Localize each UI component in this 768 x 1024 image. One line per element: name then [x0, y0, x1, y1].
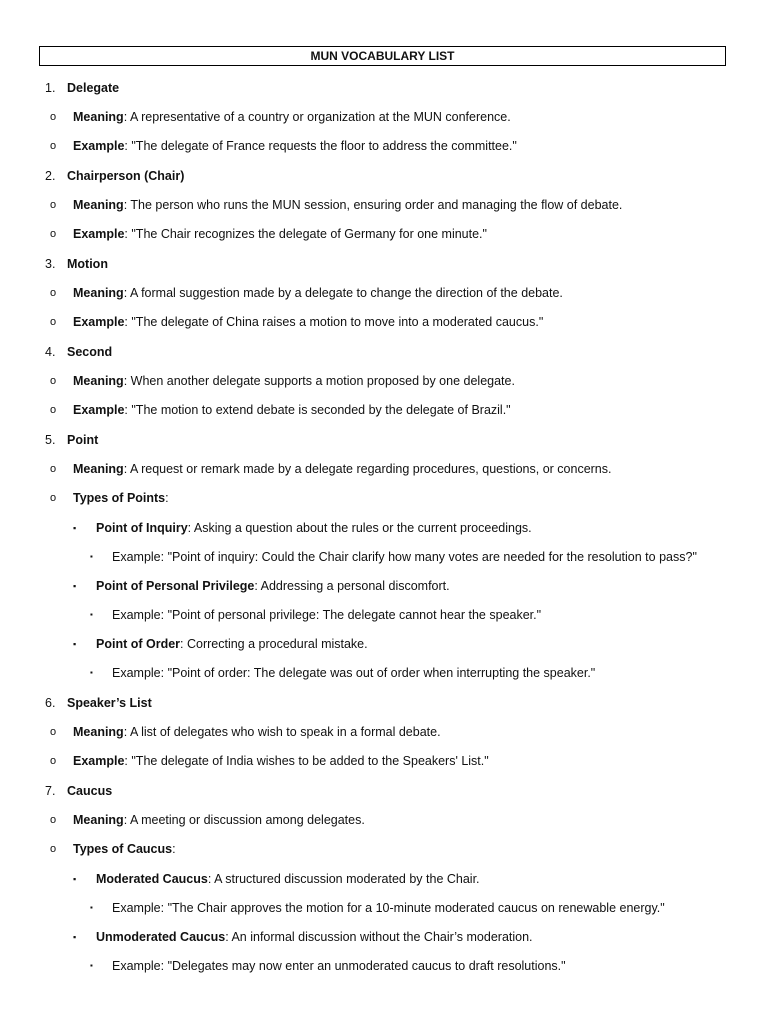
circle-bullet-icon: o: [50, 404, 57, 416]
meaning-label: Meaning: [73, 110, 124, 124]
example-text: : "The Chair recognizes the delegate of Germany for one minute.": [124, 227, 487, 241]
square-bullet-icon: ▪: [73, 639, 77, 649]
term-name: Chairperson (Chair): [67, 169, 185, 183]
type-example-text: Example: "Point of order: The delegate was out of order when interrupting the speaker.": [112, 666, 596, 680]
circle-bullet-icon: o: [50, 492, 57, 504]
type-name: Unmoderated Caucus: [96, 930, 226, 944]
meaning-label: Meaning: [73, 725, 124, 739]
type-name: Point of Personal Privilege: [96, 579, 255, 593]
type-description: : An informal discussion without the Chair’s moderation.: [225, 930, 533, 944]
term-number: 4.: [45, 345, 56, 359]
types-suffix: :: [172, 842, 176, 856]
meaning-label: Meaning: [73, 286, 124, 300]
meaning-text: : A representative of a country or organization at the MUN conference.: [123, 110, 511, 124]
example-text: : "The delegate of France requests the floor to address the committee.": [124, 139, 517, 153]
meaning-text: : A request or remark made by a delegate regarding procedures, questions, or concerns.: [123, 462, 612, 476]
circle-bullet-icon: o: [50, 843, 57, 855]
term-name: Point: [67, 433, 99, 447]
circle-bullet-icon: o: [50, 199, 57, 211]
term-name: Speaker’s List: [67, 696, 152, 710]
term-number: 5.: [45, 433, 56, 447]
type-description: : Asking a question about the rules or the current proceedings.: [187, 521, 532, 535]
term-number: 6.: [45, 696, 56, 710]
meaning-label: Meaning: [73, 813, 124, 827]
circle-bullet-icon: o: [50, 726, 57, 738]
square-bullet-icon: ▪: [90, 668, 93, 677]
meaning-text: : A meeting or discussion among delegates.: [123, 813, 365, 827]
square-bullet-icon: ▪: [90, 903, 93, 912]
type-name: Point of Inquiry: [96, 521, 188, 535]
example-label: Example: [73, 139, 125, 153]
meaning-text: : The person who runs the MUN session, ensuring order and managing the flow of debate.: [123, 198, 623, 212]
type-name: Moderated Caucus: [96, 872, 208, 886]
meaning-label: Meaning: [73, 198, 124, 212]
term-number: 1.: [45, 81, 56, 95]
type-example-text: Example: "Point of personal privilege: The delegate cannot hear the speaker.": [112, 608, 542, 622]
type-example-text: Example: "Delegates may now enter an unmoderated caucus to draft resolutions.": [112, 959, 566, 973]
circle-bullet-icon: o: [50, 463, 57, 475]
type-name: Point of Order: [96, 637, 181, 651]
circle-bullet-icon: o: [50, 287, 57, 299]
square-bullet-icon: ▪: [90, 961, 93, 970]
type-description: : A structured discussion moderated by the Chair.: [207, 872, 480, 886]
meaning-label: Meaning: [73, 374, 124, 388]
example-label: Example: [73, 403, 125, 417]
example-text: : "The delegate of India wishes to be added to the Speakers' List.": [124, 754, 489, 768]
example-label: Example: [73, 315, 125, 329]
type-example-text: Example: "The Chair approves the motion for a 10-minute moderated caucus on renewable energy.": [112, 901, 665, 915]
meaning-label: Meaning: [73, 462, 124, 476]
type-description: : Addressing a personal discomfort.: [254, 579, 450, 593]
circle-bullet-icon: o: [50, 140, 57, 152]
square-bullet-icon: ▪: [73, 523, 77, 533]
circle-bullet-icon: o: [50, 111, 57, 123]
types-suffix: :: [165, 491, 169, 505]
meaning-text: : When another delegate supports a motion proposed by one delegate.: [123, 374, 515, 388]
term-name: Caucus: [67, 784, 113, 798]
square-bullet-icon: ▪: [73, 581, 77, 591]
document-title: MUN VOCABULARY LIST: [39, 46, 726, 66]
type-example-text: Example: "Point of inquiry: Could the Chair clarify how many votes are needed for the resolution to pass?": [112, 550, 697, 564]
circle-bullet-icon: o: [50, 228, 57, 240]
example-label: Example: [73, 227, 125, 241]
term-name: Motion: [67, 257, 108, 271]
term-name: Second: [67, 345, 113, 359]
meaning-text: : A formal suggestion made by a delegate to change the direction of the debate.: [123, 286, 563, 300]
types-label: Types of Points: [73, 491, 166, 505]
types-label: Types of Caucus: [73, 842, 173, 856]
circle-bullet-icon: o: [50, 316, 57, 328]
example-label: Example: [73, 754, 125, 768]
square-bullet-icon: ▪: [90, 610, 93, 619]
square-bullet-icon: ▪: [73, 874, 77, 884]
term-number: 3.: [45, 257, 56, 271]
term-number: 7.: [45, 784, 56, 798]
term-number: 2.: [45, 169, 56, 183]
meaning-text: : A list of delegates who wish to speak in a formal debate.: [123, 725, 441, 739]
example-text: : "The delegate of China raises a motion to move into a moderated caucus.": [124, 315, 544, 329]
square-bullet-icon: ▪: [90, 552, 93, 561]
circle-bullet-icon: o: [50, 375, 57, 387]
square-bullet-icon: ▪: [73, 932, 77, 942]
circle-bullet-icon: o: [50, 814, 57, 826]
type-description: : Correcting a procedural mistake.: [180, 637, 368, 651]
term-name: Delegate: [67, 81, 120, 95]
example-text: : "The motion to extend debate is seconded by the delegate of Brazil.": [124, 403, 511, 417]
circle-bullet-icon: o: [50, 755, 57, 767]
